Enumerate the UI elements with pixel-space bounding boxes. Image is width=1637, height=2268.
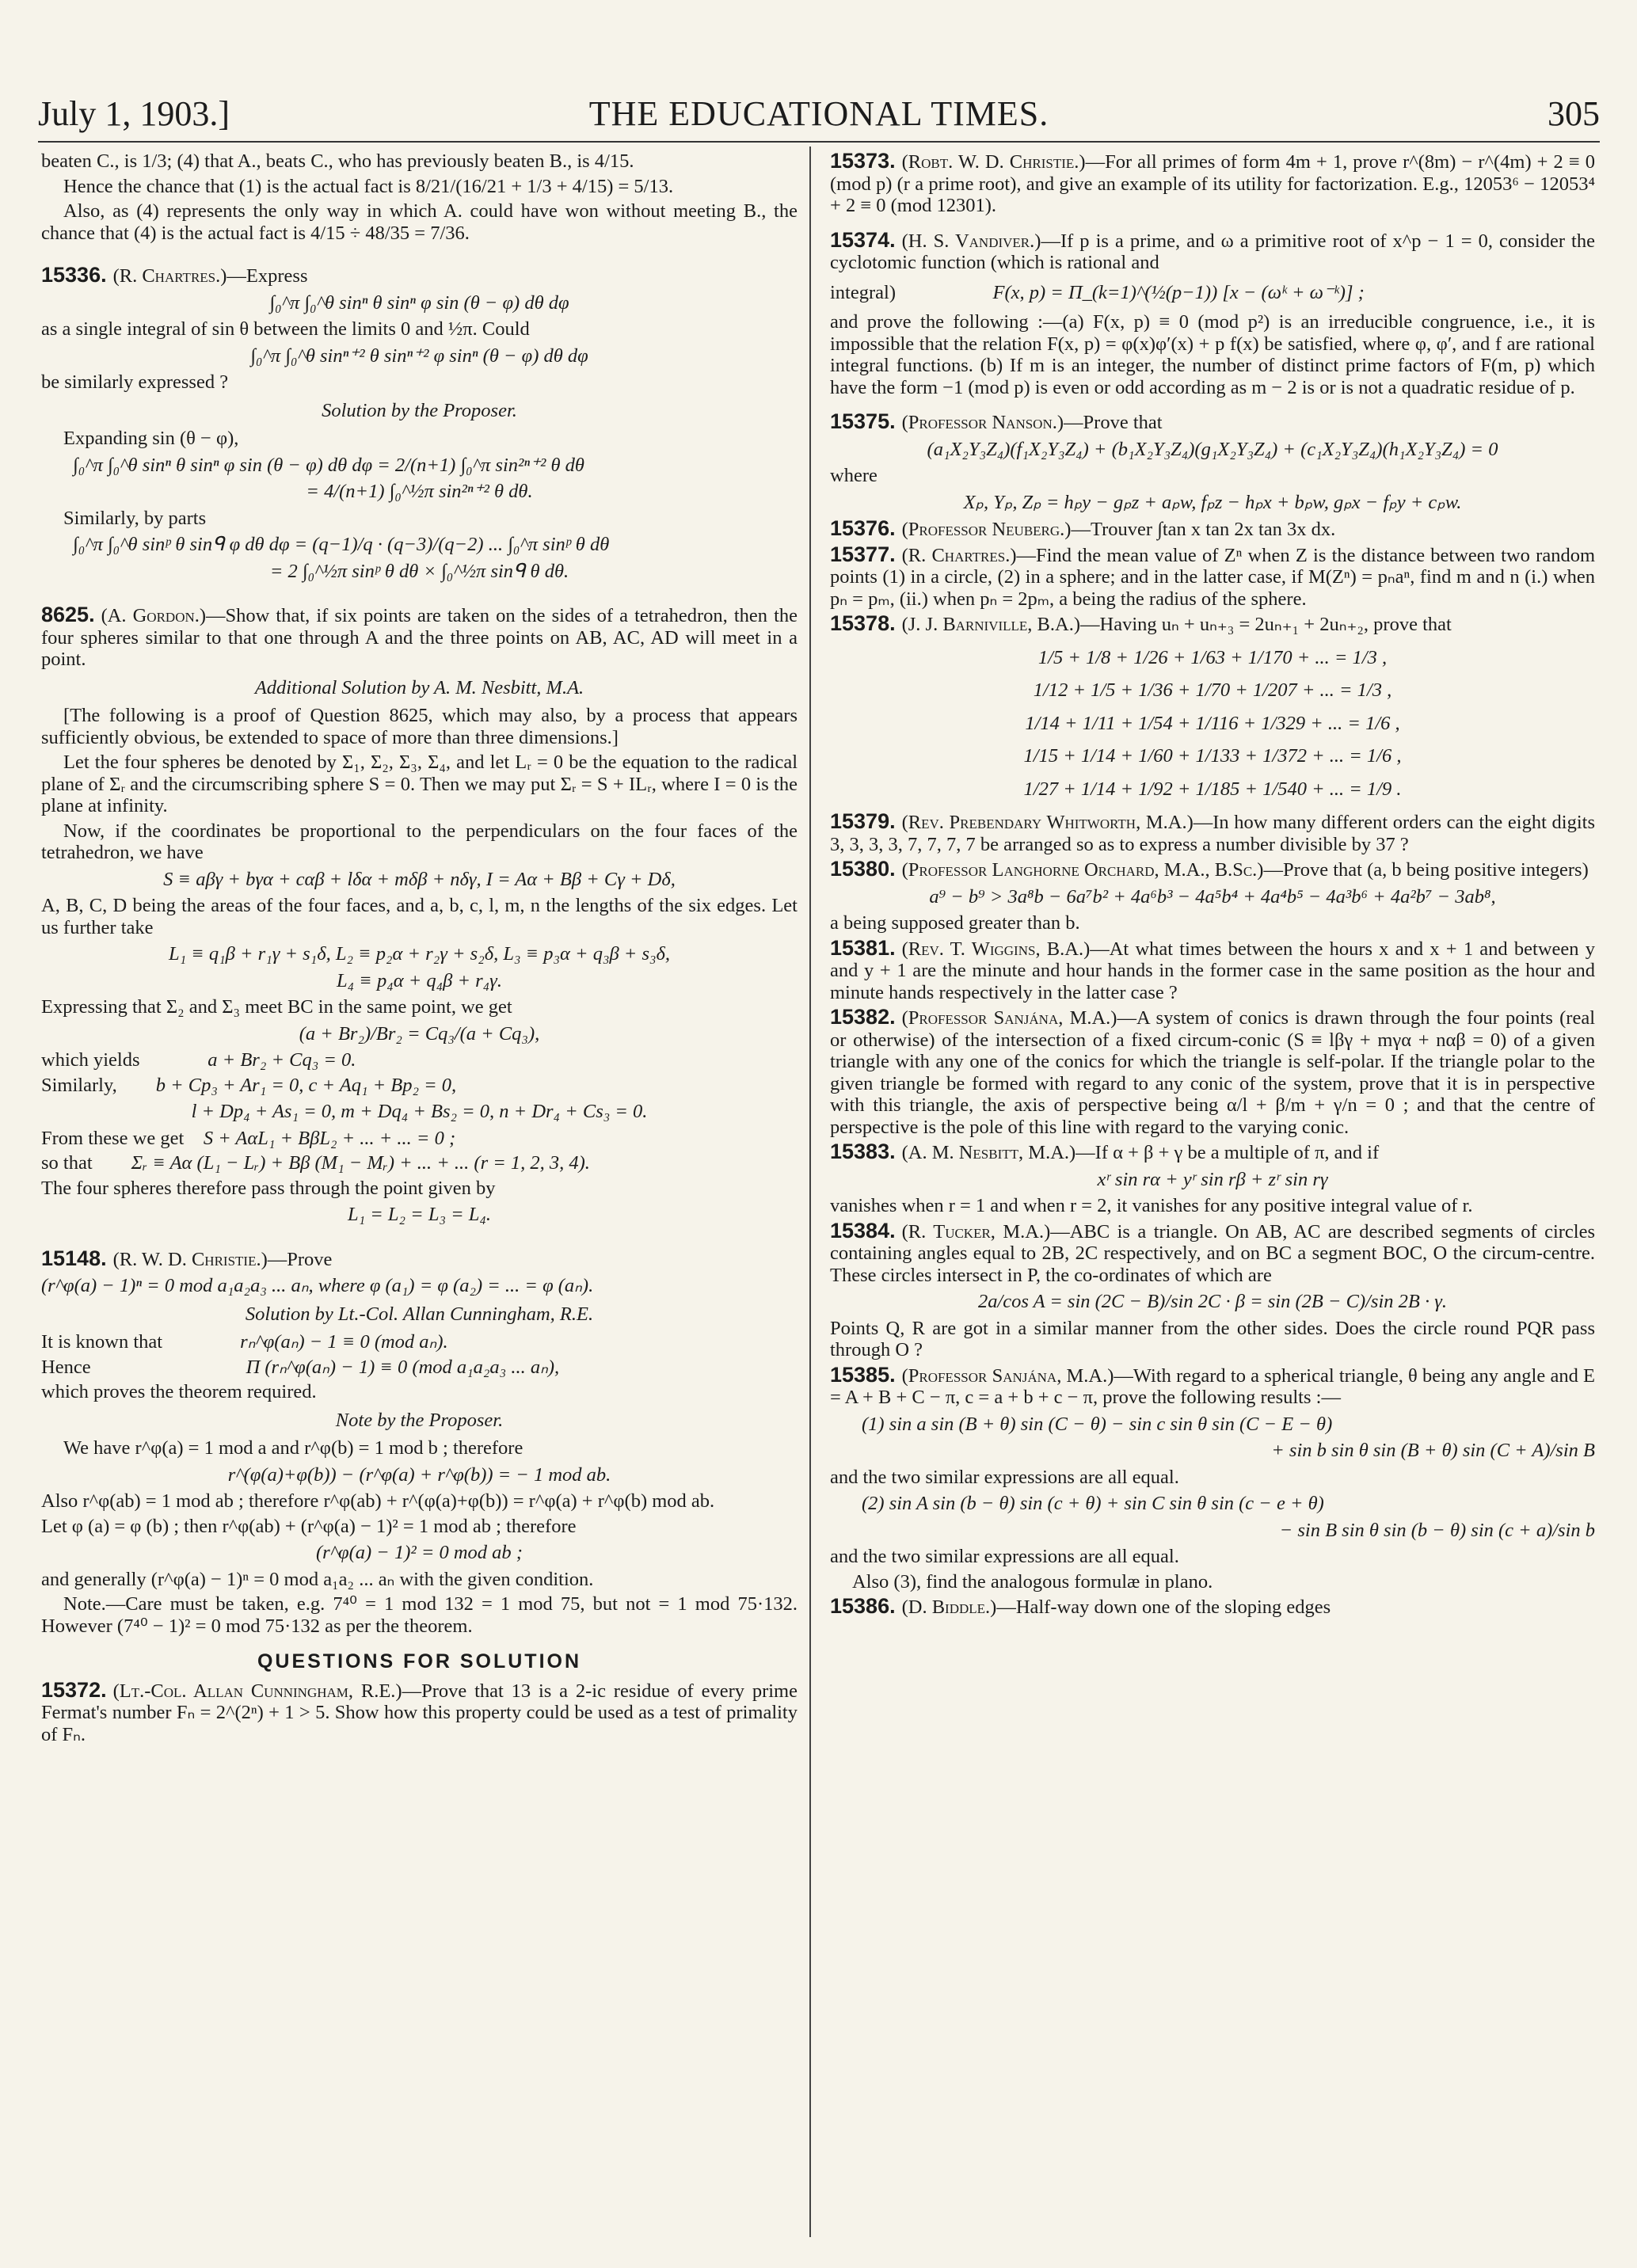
page-header [38,93,1600,141]
question-author: (A. M. Nesbitt, M.A.) [901,1142,1076,1163]
note-heading: Note by the Proposer. [335,1409,504,1431]
equation: = 2 ∫₀^½π sinᵖ θ dθ × ∫₀^½π sinᑫ θ dθ. [269,560,569,582]
equation: Σᵣ ≡ Aα (L₁ − Lᵣ) + Bβ (M₁ − Mᵣ) + ... + ... (r = 1, 2, 3, 4). [131,1152,590,1174]
equation: Xₚ, Yₚ, Zₚ = hₚy − gₚz + aₚw, fₚz − hₚx + bₚw, gₚx − fₚy + cₚw. [963,491,1462,513]
question-number: 15372. [41,1677,107,1702]
solution-text: Similarly, by parts [63,507,207,529]
question-text: as a single integral of sin θ between the limits 0 and ½π. Could [41,318,530,340]
equation: 2a/cos A = sin (2C − B)/sin 2C · β = sin (2B − C)/sin 2B · γ. [977,1291,1448,1312]
question-15384 [830,1220,1595,1361]
question-text: Also (3), find the analogous formulæ in plano. [852,1570,1213,1593]
note-text: and generally (r^φ(a) − 1)ⁿ = 0 mod a₁a₂ ... aₙ with the given condition. [41,1568,594,1590]
question-15386 [830,1596,1595,1619]
equation: (r^φ(a) − 1)ⁿ = 0 mod a₁a₂a₃ ... aₙ, where φ (a₁) = φ (a₂) = ... = φ (aₙ). [41,1275,594,1296]
section-heading: QUESTIONS FOR SOLUTION [257,1650,582,1672]
question-text: —In how many different orders can the eight digits 3, 3, 3, 3, 7, 7, 7, 7 be arranged so as to express a number divisible by 37 ? [830,812,1596,855]
question-text: —Express [227,265,308,287]
solution-heading: Solution by Lt.-Col. Allan Cunningham, R.E. [245,1303,594,1325]
question-author: (Professor Neuberg.) [901,519,1072,540]
question-15372 [41,1677,798,1746]
question-text: —For all primes of form 4m + 1, prove r^(8m) − r^(4m) + 2 ≡ 0 (mod p) (r a prime root), and give an example of its utility for factorization. E.g., 12053⁶ − 12053⁴ + 2 ≡ 0 (mod 12301). [830,151,1595,216]
question-author: (H. S. Vandiver.) [901,230,1041,252]
solution-text: Expressing that Σ₂ and Σ₃ meet BC in the same point, we get [41,996,512,1018]
series-row: 1/12 + 1/5 + 1/36 + 1/70 + 1/207 + ... = 1/3 , [1033,679,1392,701]
question-15375 [830,411,1595,513]
question-author: (R. Chartres.) [901,544,1017,566]
question-text: vanishes when r = 1 and when r = 2, it vanishes for any positive integral value of r. [830,1195,1473,1216]
intro-paragraph: beaten C., is 1/3; (4) that A., beats C., who has previously beaten B., is 4/15. [41,150,634,172]
solution-text: Similarly, [41,1074,117,1096]
question-text: integral) [830,281,896,303]
question-15379 [830,811,1595,855]
equation: ∫₀^π ∫₀^θ sinⁿ θ sinⁿ φ sin (θ − φ) dθ dφ = 2/(n+1) ∫₀^π sin²ⁿ⁺² θ dθ [73,454,584,476]
equation: b + Cp₃ + Ar₁ = 0, c + Aq₁ + Bp₂ = 0, [155,1074,457,1096]
equation: L₁ = L₂ = L₃ = L₄. [347,1204,492,1225]
equation: r^(φ(a)+φ(b)) − (r^φ(a) + r^φ(b)) = − 1 mod ab. [227,1463,611,1486]
solution-text: Let the four spheres be denoted by Σ₁, Σ₂, Σ₃, Σ₄, and let Lᵣ = 0 be the equation to the radical plane of Σᵣ and the circumscribing sphere S = 0. Then we may put Σᵣ = S + ILᵣ, where I = 0 is the plane at infinity. [41,752,798,816]
solution-text: A, B, C, D being the areas of the four faces, and a, b, c, l, m, n the lengths of the six edges. Let us further take [41,895,798,938]
solution-text: which proves the theorem required. [41,1381,317,1402]
question-number: 15383. [830,1140,896,1163]
question-text: —With regard to a spherical triangle, θ being any angle and E = A + B + C − π, c = a + b + c − π, prove the following results :— [830,1364,1595,1408]
question-15374 [830,227,1595,399]
question-text: —Trouver ∫tan x tan 2x tan 3x dx. [1071,519,1336,540]
question-text: —Half-way down one of the sloping edges [996,1596,1331,1618]
right-column [830,150,1595,1622]
column-divider [809,147,811,2237]
equation: F(x, p) = Π_(k=1)^(½(p−1)) [x − (ωᵏ + ω⁻ᵏ)] ; [992,281,1365,303]
solution-text: Hence [41,1356,91,1378]
equation: − sin B sin θ sin (b − θ) sin (c + a)/sin b [1279,1519,1595,1541]
equation: L₁ ≡ q₁β + r₁γ + s₁δ, L₂ ≡ p₂α + r₂γ + s₂δ, L₃ ≡ p₃α + q₃β + s₃δ, [168,943,671,965]
question-text: —Having uₙ + uₙ₊₃ = 2uₙ₊₁ + 2uₙ₊₂, prove that [1080,614,1452,635]
question-15380 [830,858,1595,934]
solution-text: which yields [41,1049,140,1071]
journal-title: THE EDUCATIONAL TIMES. [588,94,1049,133]
intro-paragraph: Hence the chance that (1) is the actual fact is 8/21/(16/21 + 1/3 + 4/15) = 5/13. [63,175,674,197]
question-author: (Robt. W. D. Christie.) [901,151,1086,173]
question-number: 15377. [830,542,896,566]
question-number: 15386. [830,1594,896,1618]
question-number: 15382. [830,1005,896,1029]
intro-paragraph: Also, as (4) represents the only way in which A. could have won without meeting B., the chance that (4) is the actual fact is 4/15 ÷ 48/35 = 7/36. [41,200,798,244]
equation: S + AαL₁ + BβL₂ + ... + ... = 0 ; [203,1127,456,1149]
equation: + sin b sin θ sin (B + θ) sin (C + A)/sin B [1271,1440,1595,1461]
equation: Π (rₙ^φ(aₙ) − 1) ≡ 0 (mod a₁a₂a₃ ... aₙ), [246,1356,560,1378]
question-text: a being supposed greater than b. [830,912,1080,934]
equation: (a₁X₂Y₃Z₄)(f₁X₂Y₃Z₄) + (b₁X₂Y₃Z₄)(g₁X₂Y₃Z₄) + (c₁X₂Y₃Z₄)(h₁X₂Y₃Z₄) = 0 [927,438,1498,460]
note-text: Also r^φ(ab) = 1 mod ab ; therefore r^φ(ab) + r^(φ(a)+φ(b)) = r^φ(a) + r^φ(b) mod ab. [41,1490,715,1512]
question-8625 [41,604,798,1226]
question-number: 15374. [830,227,896,252]
question-text: —If p is a prime, and ω a primitive root of x^p − 1 = 0, consider the cyclotomic function (which is rational and [830,230,1595,273]
equation: L₄ ≡ p₄α + q₄β + r₄γ. [337,969,502,991]
question-author: (Professor Nanson.) [901,412,1064,433]
equation: a + Br₂ + Cq₃ = 0. [207,1049,356,1071]
equation: (a + Br₂)/Br₂ = Cq₃/(a + Cq₃), [299,1022,540,1045]
question-text: and prove the following :—(a) F(x, p) ≡ 0 (mod p²) is an irreducible congruence, i.e., it is impossible that the relation F(x, p) = φ(x)φ′(x) + p f(x) be satisfied, where φ, φ′, and f are rational integral functions. (b) If m is an integer, the number of distinct prime factors of F(m, p) which have the form −1 (mod p) is even or odd according as m − 2 is or is not a quadratic residue of p. [830,311,1595,398]
question-15148 [41,1248,798,1638]
series-row: 1/15 + 1/14 + 1/60 + 1/133 + 1/372 + ... = 1/6 , [1023,745,1402,767]
question-author: (Rev. T. Wiggins, B.A.) [901,938,1091,960]
question-text: be similarly expressed ? [41,371,229,393]
page-number: 305 [1548,94,1600,133]
solution-text: The four spheres therefore pass through the point given by [41,1177,496,1199]
question-author: (D. Biddle.) [901,1596,997,1618]
solution-heading: Solution by the Proposer. [322,399,517,421]
equation: (r^φ(a) − 1)² = 0 mod ab ; [316,1542,523,1563]
question-15383 [830,1141,1595,1217]
question-text: Points Q, R are got in a similar manner from the other sides. Does the circle round PQR pass through O ? [830,1317,1595,1360]
equation: S ≡ aβγ + bγα + cαβ + lδα + mδβ + nδγ, I = Aα + Bβ + Cγ + Dδ, [163,868,676,890]
equation: (2) sin A sin (b − θ) sin (c + θ) + sin C sin θ sin (c − e + θ) [862,1493,1324,1514]
question-15377 [830,544,1595,611]
solution-text: Now, if the coordinates be proportional to the perpendiculars on the four faces of the tetrahedron, we have [41,820,798,863]
question-number: 15376. [830,516,896,540]
question-number: 15381. [830,935,896,960]
question-number: 15373. [830,149,896,173]
question-15385 [830,1364,1595,1593]
question-15382 [830,1007,1595,1138]
question-text: —At what times between the hours x and x + 1 and between y and y + 1 are the minute and hour hands in the former case in the same position as the hour and minute hands respectively in the latter case ? [830,938,1595,1003]
equation: rₙ^φ(aₙ) − 1 ≡ 0 (mod aₙ). [240,1331,448,1353]
equation: ∫₀^π ∫₀^θ sinⁿ⁺² θ sinⁿ⁺² φ sinⁿ (θ − φ) dθ dφ [250,344,588,367]
question-number: 8625. [41,603,95,626]
question-author: (Professor Langhorne Orchard, M.A., B.Sc.) [901,859,1264,881]
question-number: 15385. [830,1362,896,1387]
header-rule [38,141,1600,143]
question-text: —A system of conics is drawn through the four points (real or otherwise) of the intersection of a fixed circum-conic (S ≡ lβγ + mγα + nαβ = 0) of a given triangle with any one of the conics for which the triangle is self-polar. If the triangle polar to the given triangle be formed with regard to any conic of the system, prove that it is in perspective with this triangle, the axis of perspective being α/l + β/m + γ/n = 0 ; and that the centre of perspective is the pole of this line with regard to the varying conic. [830,1007,1595,1138]
equation: a⁹ − b⁹ > 3a⁸b − 6a⁷b² + 4a⁶b³ − 4a⁵b⁴ + 4a⁴b⁵ − 4a³b⁶ + 4a²b⁷ − 3ab⁸, [929,885,1496,908]
solution-text: From these we get [41,1127,185,1149]
question-number: 15375. [830,409,896,433]
question-author: (Rev. Prebendary Whitworth, M.A.) [901,812,1193,833]
question-text: —Prove [267,1248,333,1270]
question-15336 [41,264,798,582]
equation: xʳ sin rα + yʳ sin rβ + zʳ sin rγ [1097,1168,1328,1190]
question-number: 15148. [41,1246,107,1270]
question-author: (R. W. D. Christie.) [112,1248,268,1270]
question-text: —Prove that 13 is a 2-ic residue of every prime Fermat's number Fₙ = 2^(2ⁿ) + 1 > 5. Show how this property could be used as a test of primality of Fₙ. [41,1680,798,1745]
issue-date: July 1, 1903.] [38,94,230,133]
question-number: 15384. [830,1218,896,1242]
equation: l + Dp₄ + As₁ = 0, m + Dq₄ + Bs₂ = 0, n + Dr₄ + Cs₃ = 0. [191,1101,648,1122]
question-text: and the two similar expressions are all equal. [830,1466,1179,1488]
equation: ∫₀^π ∫₀^θ sinⁿ θ sinⁿ φ sin (θ − φ) dθ dφ [269,291,569,314]
question-text: —If α + β + γ be a multiple of π, and if [1075,1142,1380,1163]
question-text: —Show that, if six points are taken on the sides of a tetrahedron, then the four spheres similar to that one through A and the three points on AB, AC, AD will meet in a point. [41,605,798,670]
question-number: 15379. [830,809,896,833]
question-author: (Professor Sanjána, M.A.) [901,1007,1117,1029]
question-number: 15380. [830,857,896,881]
solution-text: so that [41,1152,93,1174]
note-text: Note.—Care must be taken, e.g. 7⁴⁰ = 1 mod 132 = 1 mod 75, but not = 1 mod 75·132. However (7⁴⁰ − 1)² = 0 mod 75·132 as per the theorem. [41,1593,798,1637]
question-text: —Find the mean value of Zⁿ when Z is the distance between two random points (1) in a circle, (2) in a sphere; and in the latter case, if M(Zⁿ) = pₙaⁿ, find m and n (i.) when pₙ = pₘ, (ii.) when pₙ = 2pₘ, a being the radius of the sphere. [830,544,1596,610]
note-text: We have r^φ(a) = 1 mod a and r^φ(b) = 1 mod b ; therefore [63,1437,523,1459]
question-15376 [830,518,1595,541]
question-author: (Lt.-Col. Allan Cunningham, R.E.) [112,1680,402,1702]
equation: ∫₀^π ∫₀^θ sinᵖ θ sinᑫ φ dθ dφ = (q−1)/q · (q−3)/(q−2) ... ∫₀^π sinᵖ θ dθ [73,534,610,555]
question-author: (A. Gordon.) [101,605,207,626]
solution-text: [The following is a proof of Question 8625, which may also, by a process that appears sufficiently obvious, be extended to space of more than three dimensions.] [41,705,798,748]
question-text: where [830,465,878,486]
question-text: and the two similar expressions are all equal. [830,1546,1179,1567]
series-row: 1/5 + 1/8 + 1/26 + 1/63 + 1/170 + ... = 1/3 , [1037,646,1388,668]
solution-text: Expanding sin (θ − φ), [63,428,239,449]
question-author: (R. Chartres.) [112,265,227,287]
question-author: (R. Tucker, M.A.) [901,1220,1051,1242]
question-15373 [830,150,1595,217]
left-column [41,150,798,1749]
note-text: Let φ (a) = φ (b) ; then r^φ(ab) + (r^φ(a) − 1)² = 1 mod ab ; therefore [41,1515,577,1537]
question-text: —Prove that [1064,412,1163,433]
question-15378 [830,613,1595,800]
series-row: 1/27 + 1/14 + 1/92 + 1/185 + 1/540 + ... = 1/9 . [1023,778,1402,800]
question-author: (J. J. Barniville, B.A.) [901,614,1081,635]
solution-heading: Additional Solution by A. M. Nesbitt, M.A. [254,676,584,698]
question-15381 [830,935,1595,1004]
series-row: 1/14 + 1/11 + 1/54 + 1/116 + 1/329 + ... = 1/6 , [1025,712,1400,734]
question-text: —Prove that (a, b being positive integers) [1263,859,1589,881]
question-author: (Professor Sanjána, M.A.) [901,1364,1114,1387]
question-number: 15336. [41,263,107,287]
equation: (1) sin a sin (B + θ) sin (C − θ) − sin c sin θ sin (C − E − θ) [862,1413,1333,1435]
question-number: 15378. [830,611,896,635]
solution-text: It is known that [41,1331,163,1353]
question-text: —ABC is a triangle. On AB, AC are described segments of circles containing angles equal to 2B, 2C respectively, and on BC a segment BOC, O the circum-centre. These circles intersect in P, the co-ordinates of which are [830,1220,1596,1286]
equation: = 4/(n+1) ∫₀^½π sin²ⁿ⁺² θ dθ. [306,481,533,502]
